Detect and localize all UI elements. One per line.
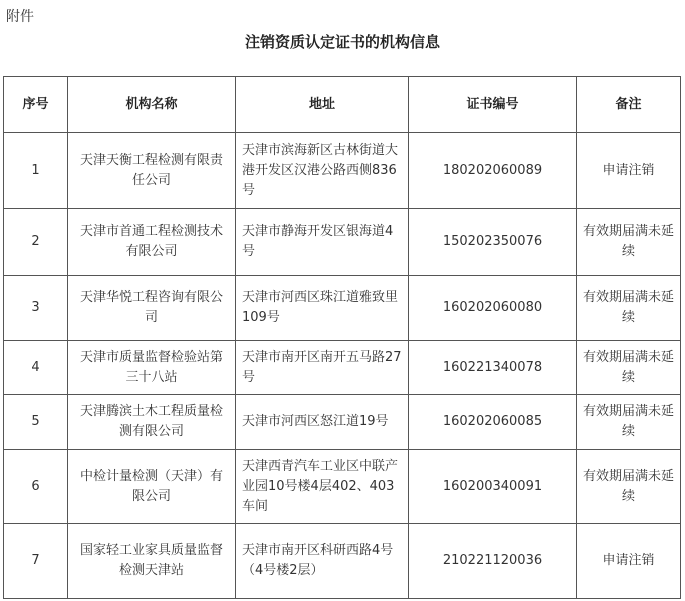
row-address: 天津市河西区珠江道雅致里109号	[236, 276, 409, 341]
row-address: 天津市南开区南开五马路27号	[236, 341, 409, 395]
row-cert: 150202350076	[409, 209, 577, 276]
row-no: 6	[4, 450, 68, 524]
row-no: 2	[4, 209, 68, 276]
row-note: 有效期届满未延续	[577, 341, 681, 395]
row-note: 有效期届满未延续	[577, 450, 681, 524]
table-row	[4, 341, 681, 395]
row-cert: 160200340091	[409, 450, 577, 524]
header-address: 地址	[236, 77, 409, 133]
row-no: 4	[4, 341, 68, 395]
row-note: 有效期届满未延续	[577, 276, 681, 341]
row-name: 天津市质量监督检验站第三十八站	[68, 341, 236, 395]
row-cert: 180202060089	[409, 133, 577, 209]
institution-table	[3, 76, 681, 599]
row-name: 国家轻工业家具质量监督检测天津站	[68, 524, 236, 599]
table-row	[4, 276, 681, 341]
row-cert: 160202060080	[409, 276, 577, 341]
header-note: 备注	[577, 77, 681, 133]
table-row	[4, 133, 681, 209]
row-no: 1	[4, 133, 68, 209]
row-name: 中检计量检测（天津）有限公司	[68, 450, 236, 524]
row-address: 天津市河西区怒江道19号	[236, 395, 409, 450]
row-name: 天津华悦工程咨询有限公司	[68, 276, 236, 341]
row-no: 7	[4, 524, 68, 599]
header-cert: 证书编号	[409, 77, 577, 133]
row-name: 天津天衡工程检测有限责任公司	[68, 133, 236, 209]
table-header-row	[4, 77, 681, 133]
page-title: 注销资质认定证书的机构信息	[244, 33, 440, 51]
table-row	[4, 209, 681, 276]
row-note: 有效期届满未延续	[577, 209, 681, 276]
row-address: 天津市静海开发区银海道4号	[236, 209, 409, 276]
row-no: 5	[4, 395, 68, 450]
row-address: 天津市滨海新区古林街道大港开发区汉港公路西侧836号	[236, 133, 409, 209]
header-name: 机构名称	[68, 77, 236, 133]
row-note: 申请注销	[577, 524, 681, 599]
row-address: 天津市南开区科研西路4号（4号楼2层）	[236, 524, 409, 599]
table-row	[4, 524, 681, 599]
row-address: 天津西青汽车工业区中联产业园10号楼4层402、403车间	[236, 450, 409, 524]
row-note: 有效期届满未延续	[577, 395, 681, 450]
table-row	[4, 395, 681, 450]
row-name: 天津腾滨土木工程质量检测有限公司	[68, 395, 236, 450]
attachment-label: 附件	[6, 9, 34, 25]
row-no: 3	[4, 276, 68, 341]
header-no: 序号	[4, 77, 68, 133]
row-cert: 210221120036	[409, 524, 577, 599]
row-cert: 160221340078	[409, 341, 577, 395]
row-cert: 160202060085	[409, 395, 577, 450]
row-name: 天津市首通工程检测技术有限公司	[68, 209, 236, 276]
table-row	[4, 450, 681, 524]
row-note: 申请注销	[577, 133, 681, 209]
